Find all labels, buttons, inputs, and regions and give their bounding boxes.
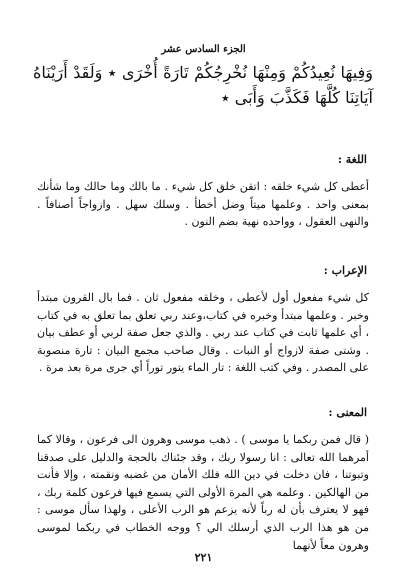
section-heading-parsing: الإعراب : (323, 264, 367, 277)
running-header: الجزء السادس عشر (161, 44, 246, 55)
page-number: ٢٢١ (194, 551, 213, 564)
quran-verse: وَفِيهَا نُعِيدُكُمْ وَمِنْهَا نُخْرِجُكُمْ تَارَةً أُخْرَى ٭ وَلَقَدْ أَرَيْنَاهُ آيَاتِنَا كُلَّهَا فَكَذَّبَ وَأَبَى ٭ (33, 63, 373, 107)
section-heading-language: اللغة : (337, 153, 367, 166)
section-text-meaning: ( قال فمن ربكما يا موسى ) . ذهب موسى وهرون الى فرعون ، وقالا كما أمرهما الله تعالى : انا رسولا ربك ، وقد جئناك بالحجة والدليل على صدقنا وتبوتنا ، فان دخلت في دين الله فلك الأمان من غضبه ونقمته ، وإلا فأنت من الهالكين . وعلمه هي المرة الأولى التي يسمع فيها فرعون كلمة ربك ، فهو لا يعترف بأن له رباً لأنه يزعم هو الرب الأعلى ، ولهذا سأل موسى : من هو هذا الرب الذي أرسلك الي ؟ ووجه الخطاب في ربكما لموسى وهرون معاً لأنهما (37, 433, 369, 552)
section-text-parsing: كل شيء مفعول أول لأعطى ، وخلقه مفعول ثان . فما بال القرون مبتدأ وخبر . وعلمها مبتدأ وخبره في كتاب،وعند ربي تعلق بما تعلق به في كتاب ، أي علمها ثابت في كتاب عند ربي . والذي جعل صفة لربي أو عطف بيان . وشتى صفة لازواج أو النبات . وقال صاحب مجمع البيان : تارة منصوبة على المصدر . وفي كتب اللغة : تار الماء يتور توراً أي جرى مرة بعد مرة . (37, 291, 369, 375)
section-text-language: أعطى كل شيء خلقه : اتقن خلق كل شيء . ما بالك وما حالك وما شأنك بمعنى واحد . وعلمها ميتاً وضل أخطأ . وسلك سهل . وازواجاً أصنافاً . والنهى العقول ، وواحده نهية بضم النون . (37, 180, 369, 229)
section-heading-meaning: المعنى : (328, 406, 367, 419)
